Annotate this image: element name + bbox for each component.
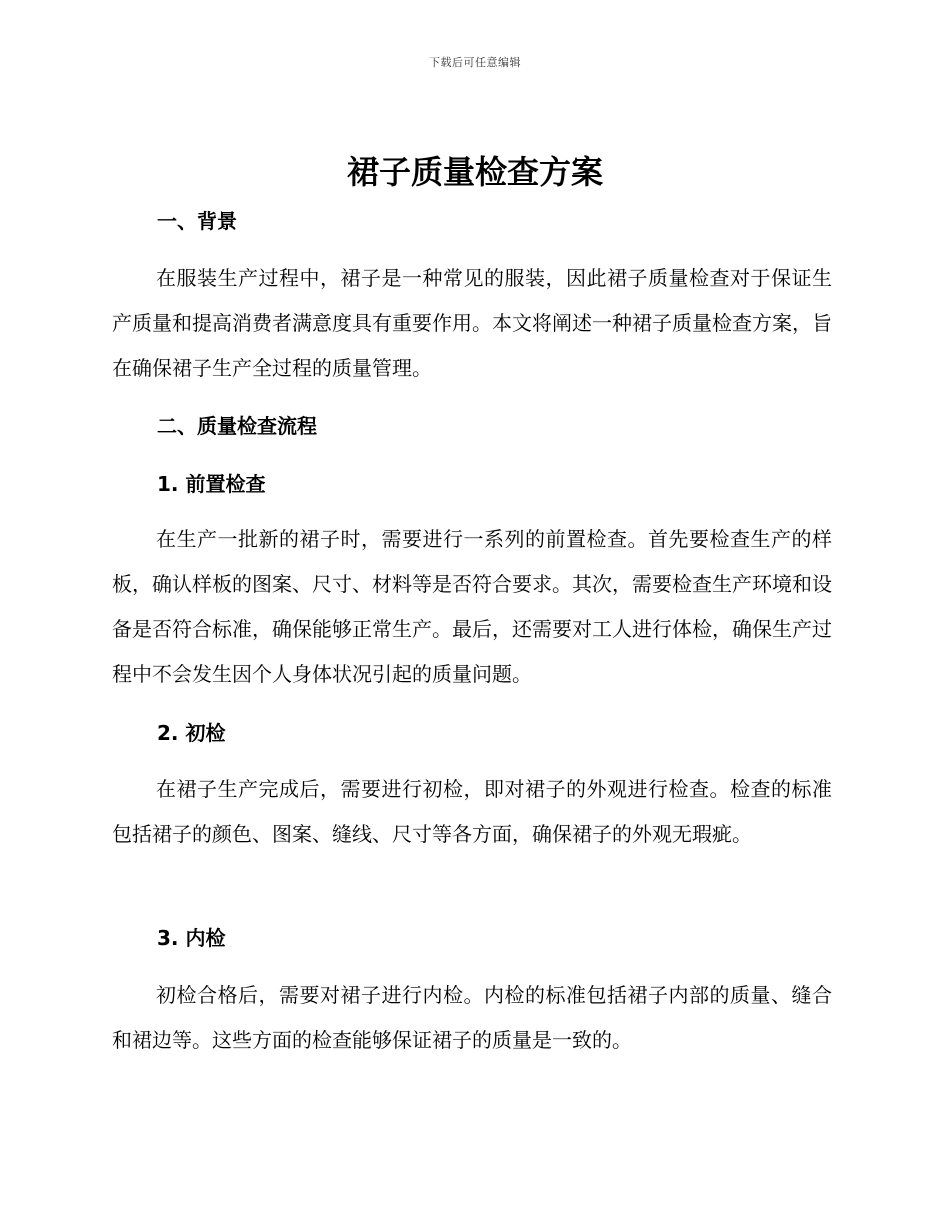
paragraph-inner-check: 初检合格后，需要对裙子进行内检。内检的标准包括裙子内部的质量、缝合和裙边等。这些方面的检查能够保证裙子的质量是一致的。 xyxy=(112,983,832,1052)
subsection-heading-initial-check: 2. 初检 xyxy=(157,721,226,745)
section-heading-background: 一、背景 xyxy=(157,209,237,233)
document-title: 裙子质量检查方案 xyxy=(346,153,603,191)
subsection-heading-inner-check: 3. 内检 xyxy=(157,926,226,950)
subsection-heading-pre-check: 1. 前置检查 xyxy=(157,472,266,496)
paragraph-background: 在服装生产过程中，裙子是一种常见的服装，因此裙子质量检查对于保证生产质量和提高消费者满意度具有重要作用。本文将阐述一种裙子质量检查方案，旨在确保裙子生产全过程的质量管理。 xyxy=(112,266,832,380)
section-heading-process: 二、质量检查流程 xyxy=(157,414,317,438)
paragraph-pre-check: 在生产一批新的裙子时，需要进行一系列的前置检查。首先要检查生产的样板，确认样板的图案、尺寸、材料等是否符合要求。其次，需要检查生产环境和设备是否符合标准，确保能够正常生产。最后，还需要对工人进行体检，确保生产过程中不会发生因个人身体状况引起的质量问题。 xyxy=(112,527,832,686)
header-note: 下载后可任意编辑 xyxy=(429,56,521,69)
paragraph-initial-check: 在裙子生产完成后，需要进行初检，即对裙子的外观进行检查。检查的标准包括裙子的颜色、图案、缝线、尺寸等各方面，确保裙子的外观无瑕疵。 xyxy=(112,777,832,846)
